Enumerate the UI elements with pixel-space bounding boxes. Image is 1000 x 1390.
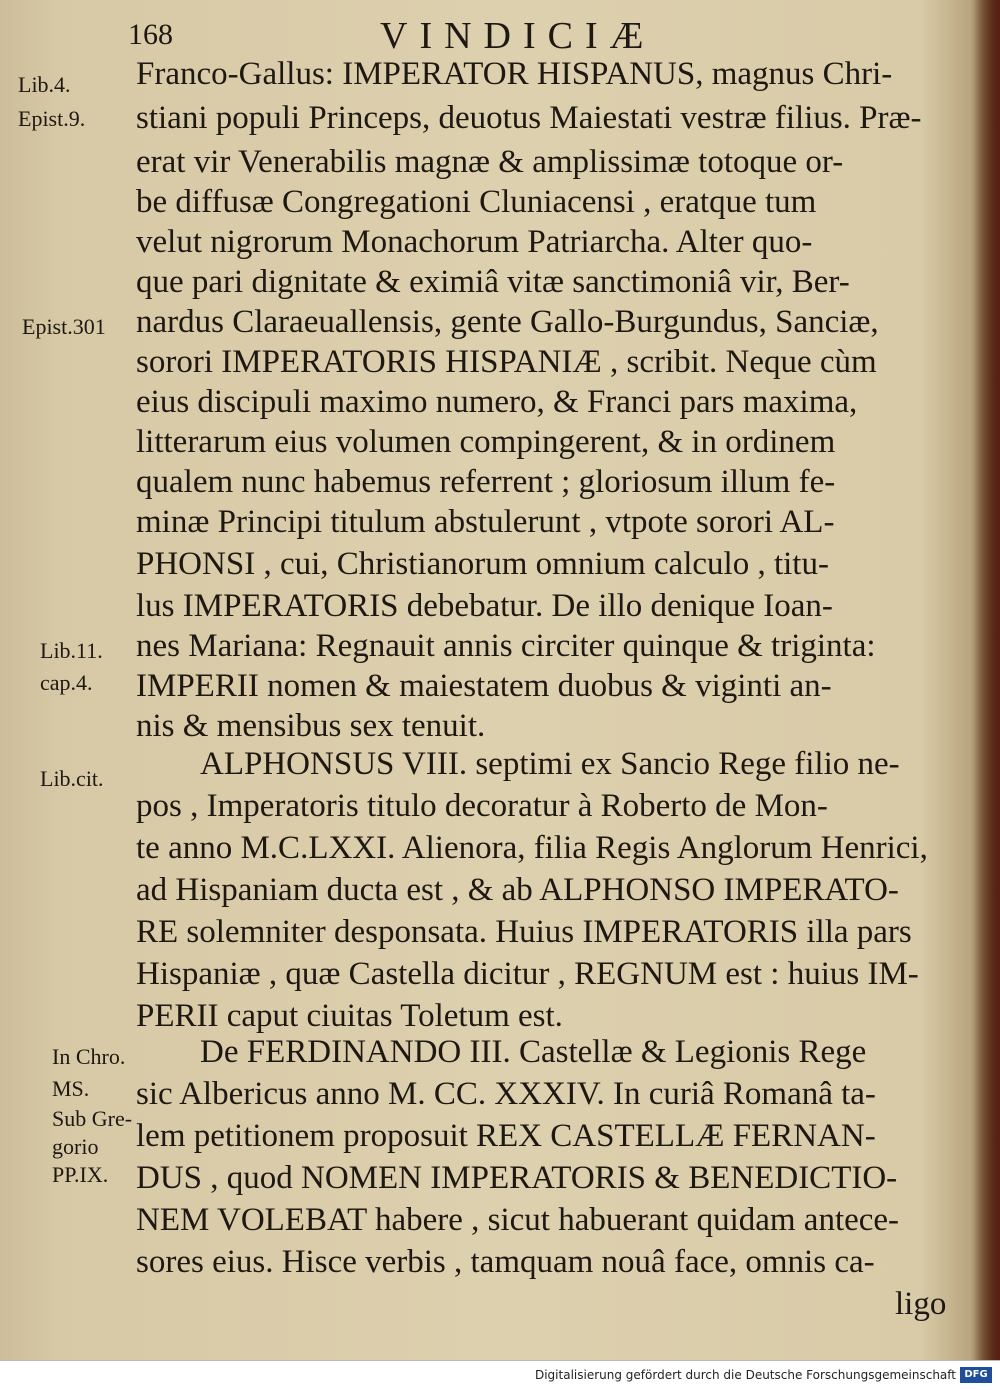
text-line: Franco-Gallus: IMPERATOR HISPANUS, magnus Chri-: [136, 56, 893, 92]
text-line: stiani populi Princeps, deuotus Maiestati vestræ filius. Præ-: [136, 100, 922, 136]
text-line: litterarum eius volumen compingerent, & in ordinem: [136, 424, 836, 460]
text-line: ligo: [895, 1286, 947, 1322]
margin-note: Lib.cit.: [40, 766, 104, 791]
text-line: sores eius. Hisce verbis , tamquam nouâ face, omnis ca-: [136, 1244, 875, 1280]
running-head: VINDICIÆ: [380, 15, 656, 57]
page-number: 168: [128, 18, 173, 51]
text-line: eius discipuli maximo numero, & Franci pars maxima,: [136, 384, 858, 420]
text-line: nardus Claraeuallensis, gente Gallo-Burgundus, Sanciæ,: [136, 304, 879, 340]
margin-note: Epist.9.: [18, 106, 86, 131]
text-line: velut nigrorum Monachorum Patriarcha. Alter quo-: [136, 224, 813, 260]
text-line: que pari dignitate & eximiâ vitæ sanctimoniâ vir, Ber-: [136, 264, 850, 300]
text-line: ALPHONSUS VIII. septimi ex Sancio Rege filio ne-: [200, 746, 900, 782]
text-line: DUS , quod NOMEN IMPERATORIS & BENEDICTIO-: [136, 1160, 898, 1196]
text-line: IMPERII nomen & maiestatem duobus & viginti an-: [136, 668, 832, 704]
text-line: sic Albericus anno M. CC. XXXIV. In curiâ Romanâ ta-: [136, 1076, 876, 1112]
text-line: sorori IMPERATORIS HISPANIÆ , scribit. Neque cùm: [136, 344, 877, 380]
margin-note: cap.4.: [40, 670, 93, 695]
text-line: Hispaniæ , quæ Castella dicitur , REGNUM est : huius IM-: [136, 956, 919, 992]
text-line: qualem nunc habemus referrent ; gloriosum illum fe-: [136, 464, 836, 500]
text-line: RE solemniter desponsata. Huius IMPERATORIS illa pars: [136, 914, 912, 950]
text-line: pos , Imperatoris titulo decoratur à Roberto de Mon-: [136, 788, 828, 824]
text-line: PHONSI , cui, Christianorum omnium calculo , titu-: [136, 546, 829, 582]
text-line: te anno M.C.LXXI. Alienora, filia Regis Anglorum Henrici,: [136, 830, 928, 866]
dfg-logo: DFG: [960, 1367, 992, 1383]
margin-note: Lib.4.: [18, 72, 71, 97]
margin-note: Epist.301: [22, 314, 106, 339]
margin-note: gorio: [52, 1134, 99, 1159]
text-line: PERII caput ciuitas Toletum est.: [136, 998, 563, 1034]
funding-credit: Digitalisierung gefördert durch die Deutsche Forschungsgemeinschaft: [534, 1368, 956, 1382]
text-line: erat vir Venerabilis magnæ & amplissimæ totoque or-: [136, 144, 844, 180]
text-line: be diffusæ Congregationi Cluniacensi , eratque tum: [136, 184, 817, 220]
page-edge-shadow: [974, 0, 1000, 1360]
margin-note: PP.IX.: [52, 1162, 109, 1187]
margin-note: MS.: [52, 1076, 90, 1101]
footer-bar: [0, 1360, 1000, 1390]
text-line: minæ Principi titulum abstulerunt , vtpote sorori AL-: [136, 504, 835, 540]
text-line: lus IMPERATORIS debebatur. De illo denique Ioan-: [136, 588, 833, 624]
text-line: De FERDINANDO III. Castellæ & Legionis Rege: [200, 1034, 867, 1070]
margin-note: Lib.11.: [40, 638, 103, 663]
text-line: nis & mensibus sex tenuit.: [136, 708, 486, 744]
margin-note: Sub Gre-: [52, 1106, 133, 1131]
text-line: ad Hispaniam ducta est , & ab ALPHONSO IMPERATO-: [136, 872, 899, 908]
margin-note: In Chro.: [52, 1044, 126, 1069]
text-line: nes Mariana: Regnauit annis circiter quinque & triginta:: [136, 628, 876, 664]
text-line: NEM VOLEBAT habere , sicut habuerant quidam antece-: [136, 1202, 900, 1238]
text-line: lem petitionem proposuit REX CASTELLÆ FERNAN-: [136, 1118, 876, 1154]
